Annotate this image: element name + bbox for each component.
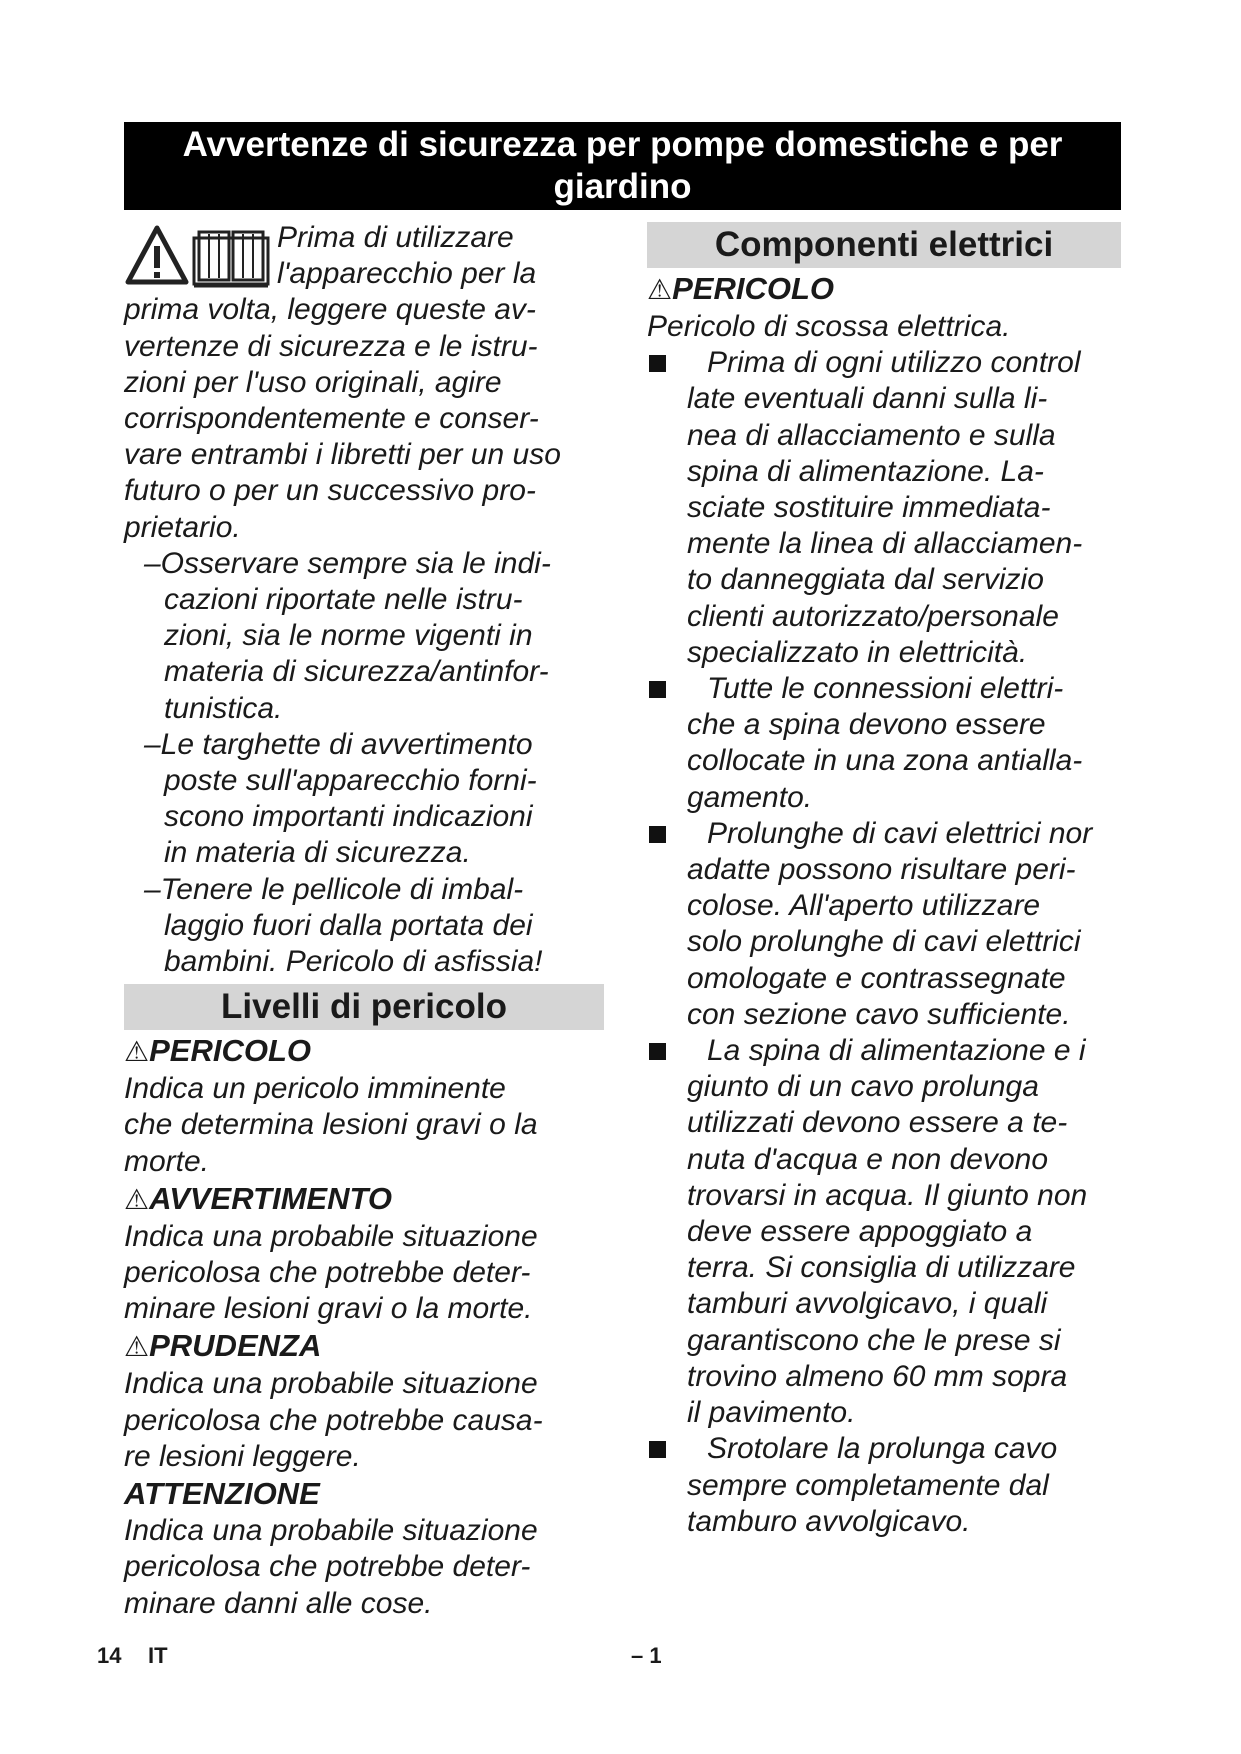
intro-line: prima volta, leggere queste av-: [124, 293, 536, 327]
intro-paragraph: [124, 220, 604, 546]
electrical-bullets: [647, 345, 1121, 1540]
footer-page-number: 14: [97, 1643, 122, 1668]
bullet-square-icon: [649, 681, 666, 698]
bullet-line: Prima di ogni utilizzo control: [707, 346, 1081, 380]
left-column: [124, 220, 604, 1622]
bullet-line: con sezione cavo sufficiente.: [687, 997, 1071, 1031]
bullet-line: utilizzati devono essere a te-: [687, 1106, 1068, 1140]
bullet-line: Prolunghe di cavi elettrici nor: [707, 816, 1093, 850]
level-line: minare lesioni gravi o la morte.: [124, 1292, 533, 1326]
bullet-line: che a spina devono essere: [687, 708, 1046, 742]
intro-line: futuro o per un successivo pro-: [124, 474, 536, 508]
level-line: pericolosa che potrebbe deter-: [124, 1550, 531, 1584]
bullet-line: deve essere appoggiato a: [687, 1215, 1033, 1249]
electrical-danger-text: Pericolo di scossa elettrica.: [647, 310, 1011, 343]
bullet-line: nuta d'acqua e non devono: [687, 1142, 1049, 1176]
dash-item-line: –Tenere le pellicole di imbal-: [144, 872, 524, 906]
bullet-line: nea di allacciamento e sulla: [687, 418, 1056, 452]
page-title: [124, 122, 1121, 210]
intro-line: vertenze di sicurezza e le istru-: [124, 329, 538, 363]
warning-triangle-icon: [128, 228, 186, 282]
level-title-text: PERICOLO: [149, 1033, 312, 1069]
dash-item-line: in materia di sicurezza.: [164, 836, 471, 870]
bullet-line: solo prolunghe di cavi elettrici: [687, 925, 1081, 959]
dash-item-line: materia di sicurezza/antinfor-: [164, 655, 549, 689]
level-line: Indica una probabile situazione: [124, 1367, 538, 1401]
intro-icons: [124, 224, 277, 292]
dash-list: [124, 546, 604, 980]
intro-line: corrispondentemente e conser-: [124, 402, 539, 436]
bullet-line: La spina di alimentazione e i: [707, 1034, 1086, 1068]
intro-line: Prima di utilizzare: [277, 221, 514, 254]
level-line: Indica una probabile situazione: [124, 1514, 538, 1548]
level-line: pericolosa che potrebbe deter-: [124, 1256, 531, 1290]
bullet-line: omologate e contrassegnate: [687, 961, 1066, 995]
bullet-item: [647, 1033, 1121, 1431]
dash-item-line: poste sull'apparecchio forni-: [164, 764, 537, 798]
level-line: che determina lesioni gravi o la: [124, 1108, 538, 1142]
bullet-line: garantiscono che le prese si: [687, 1323, 1061, 1357]
level-line: re lesioni leggere.: [124, 1439, 361, 1473]
bullet-line: to danneggiata dal servizio: [687, 563, 1044, 597]
bullet-square-icon: [649, 1441, 666, 1458]
bullet-item: [647, 345, 1121, 671]
footer-page-suffix: – 1: [631, 1643, 662, 1668]
bullet-line: trovino almeno 60 mm sopra: [687, 1359, 1068, 1393]
level-line: morte.: [124, 1144, 210, 1178]
bullet-line: terra. Si consiglia di utilizzare: [687, 1251, 1076, 1285]
level-line: Indica un pericolo imminente: [124, 1072, 506, 1106]
bullet-line: trovarsi in acqua. Il giunto non: [687, 1178, 1088, 1212]
bullet-square-icon: [649, 826, 666, 843]
right-column: [647, 222, 1121, 1540]
dash-item-line: tunistica.: [164, 691, 283, 725]
dash-item-line: –Osservare sempre sia le indi-: [144, 546, 551, 580]
bullet-line: mente la linea di allacciamen-: [687, 527, 1083, 561]
bullet-line: sciate sostituire immediata-: [687, 491, 1051, 525]
bullet-line: Tutte le connessioni elettri-: [707, 672, 1064, 706]
danger-title-text: PERICOLO: [672, 271, 835, 306]
bullet-line: Srotolare la prolunga cavo: [707, 1432, 1058, 1466]
warning-triangle-icon: ⚠: [124, 1036, 150, 1068]
dash-item: [124, 546, 604, 727]
electrical-danger-title: [647, 270, 1121, 309]
level-line: minare danni alle cose.: [124, 1586, 433, 1620]
intro-line: prietario.: [124, 510, 241, 544]
bullet-item: [647, 671, 1121, 816]
bullet-line: gamento.: [687, 780, 813, 814]
dash-item-line: zioni, sia le norme vigenti in: [164, 619, 533, 653]
bullet-line: tamburi avvolgicavo, i quali: [687, 1287, 1048, 1321]
bullet-line: clienti autorizzato/personale: [687, 599, 1059, 633]
electrical-heading: Componenti elettrici: [647, 222, 1121, 268]
bullet-line: giunto di un cavo prolunga: [687, 1070, 1039, 1104]
level-title-text: PRUDENZA: [149, 1328, 322, 1364]
bullet-line: il pavimento.: [687, 1396, 856, 1430]
warning-triangle-icon: ⚠: [124, 1183, 150, 1215]
bullet-item: [647, 816, 1121, 1033]
dash-item-line: laggio fuori dalla portata dei: [164, 908, 533, 942]
level-title: [124, 1180, 604, 1219]
dash-item-line: bambini. Pericolo di asfissia!: [164, 945, 543, 979]
intro-line: zioni per l'uso originali, agire: [124, 365, 502, 399]
title-line-2: giardino: [553, 167, 692, 206]
level-title: [124, 1475, 604, 1513]
bullet-line: late eventuali danni sulla li-: [687, 382, 1048, 416]
warning-triangle-icon: ⚠: [124, 1331, 150, 1363]
level-title: [124, 1327, 604, 1366]
level-line: Indica una probabile situazione: [124, 1219, 538, 1253]
title-line-1: Avvertenze di sicurezza per pompe domestiche e per: [182, 125, 1063, 164]
bullet-item: [647, 1431, 1121, 1540]
dash-item-line: scono importanti indicazioni: [164, 800, 533, 834]
level-title: [124, 1032, 604, 1071]
bullet-line: tamburo avvolgicavo.: [687, 1504, 971, 1538]
level-title-text: ATTENZIONE: [124, 1476, 320, 1512]
bullet-line: collocate in una zona antialla-: [687, 744, 1083, 778]
dash-item: [124, 727, 604, 872]
danger-levels: [124, 1032, 604, 1621]
bullet-line: colose. All'aperto utilizzare: [687, 889, 1041, 923]
bullet-square-icon: [649, 355, 666, 372]
bullet-line: spina di alimentazione. La-: [687, 454, 1044, 488]
bullet-line: adatte possono risultare peri-: [687, 853, 1076, 887]
footer-language: IT: [148, 1643, 168, 1668]
level-title-text: AVVERTIMENTO: [149, 1180, 392, 1216]
bullet-line: sempre completamente dal: [687, 1468, 1049, 1502]
dash-item-line: cazioni riportate nelle istru-: [164, 583, 523, 617]
dash-item: [124, 872, 604, 981]
dash-item-line: –Le targhette di avvertimento: [144, 727, 533, 761]
level-line: pericolosa che potrebbe causa-: [124, 1403, 543, 1437]
intro-line: vare entrambi i libretti per un uso: [124, 438, 561, 472]
bullet-square-icon: [649, 1043, 666, 1060]
levels-heading: Livelli di pericolo: [124, 984, 604, 1030]
manual-book-icon: [194, 232, 268, 286]
intro-line: l'apparecchio per la: [277, 257, 537, 291]
warning-triangle-icon: ⚠: [647, 274, 673, 305]
bullet-line: specializzato in elettricità.: [687, 635, 1028, 669]
